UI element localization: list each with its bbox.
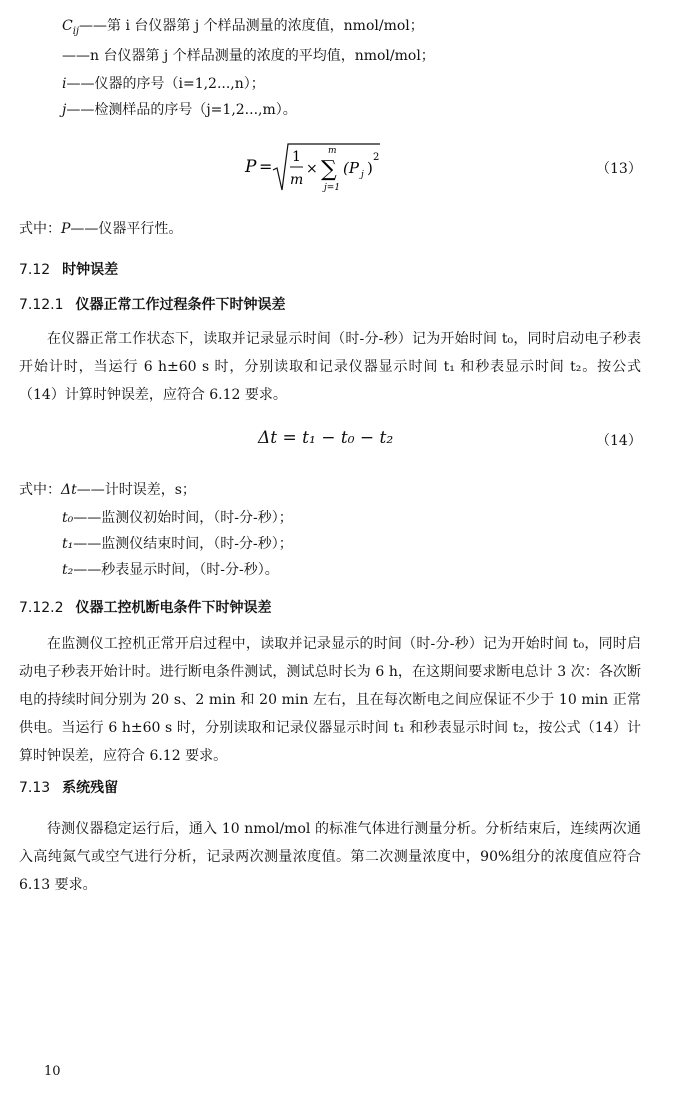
formula-14-text: Δt = t₁ − t₀ − t₂ [258, 428, 394, 448]
term-open: (P [343, 159, 359, 177]
symbol-i: i [62, 76, 67, 92]
formula-equals: = [259, 157, 273, 176]
where-text: ——仪器平行性。 [70, 221, 183, 237]
where-text: ——监测仪结束时间，（时-分-秒）； [73, 536, 293, 552]
paragraph-7-12-1: 在仪器正常工作状态下，读取并记录显示时间（时-分-秒）记为开始时间 t₀，同时启动电子秒表开始计时，当运行 6 h±60 s 时，分别读取和记录仪器显示时间 t₁ 和秒表显示时间 t₂。按公式（14）计算时钟误差，应符合 6.12 要求。 [19, 331, 641, 403]
definition-text: ——n 台仪器第 j 个样品测量的浓度的平均值，nmol/mol； [62, 48, 435, 64]
term-close: ) [367, 159, 373, 177]
definition-j [62, 100, 297, 120]
definition-text: ——第 i 台仪器第 j 个样品测量的浓度值，nmol/mol； [79, 18, 424, 34]
times-sign: × [306, 161, 318, 177]
sum-lower-limit: j=1 [324, 183, 341, 193]
section-title: 仪器正常工作过程条件下时钟误差 [75, 297, 286, 313]
definition-cij [62, 16, 424, 42]
page-number: 10 [44, 1064, 61, 1079]
definition-text: ——检测样品的序号（j=1,2...,m）。 [66, 102, 297, 118]
section-title: 仪器工控机断电条件下时钟误差 [75, 600, 272, 616]
where-list-item-2 [62, 508, 293, 528]
symbol-t0: t₀ [62, 510, 74, 526]
section-heading-7-13 [19, 778, 118, 798]
formula-13 [240, 140, 440, 200]
sum-sign: ∑ [321, 157, 337, 182]
where-text: ——计时误差，s； [76, 482, 196, 498]
symbol-delta-t: Δt [61, 482, 77, 498]
section-number: 7.13 [19, 780, 51, 796]
where-list-item-4 [62, 560, 279, 580]
section-heading-7-12-1 [19, 295, 286, 315]
definition-i [62, 74, 265, 94]
where-text: ——秒表显示时间，（时-分-秒）。 [73, 562, 279, 578]
where-list-item-3 [62, 534, 293, 554]
where-p [19, 219, 182, 239]
definition-mean [62, 46, 435, 66]
sum-upper-limit: m [328, 146, 337, 156]
section-title: 系统残留 [62, 780, 119, 796]
fraction-denominator: m [290, 172, 304, 188]
formula-14 [258, 428, 393, 448]
fraction-numerator: 1 [292, 149, 301, 165]
section-heading-7-12-2 [19, 598, 272, 618]
section-number: 7.12.2 [19, 600, 64, 616]
formula-13-graphic [240, 140, 440, 200]
symbol-t2: t₂ [62, 562, 74, 578]
section-number: 7.12 [19, 262, 51, 278]
formula-lhs: P [245, 157, 257, 177]
symbol-c: C [62, 18, 73, 34]
section-number: 7.12.1 [19, 297, 64, 313]
symbol-j: j [62, 102, 67, 118]
equation-number-14: （14） [596, 433, 642, 449]
equation-number-13: （13） [596, 161, 642, 177]
section-heading-7-12 [19, 260, 118, 280]
symbol-sub-ij: ij [72, 25, 80, 37]
term-subscript: j [361, 170, 364, 180]
where-text: ——监测仪初始时间，（时-分-秒）； [73, 510, 293, 526]
section-title: 时钟误差 [62, 262, 119, 278]
symbol-t1: t₁ [62, 536, 74, 552]
term-power: 2 [373, 152, 380, 163]
where-prefix: 式中： [19, 482, 61, 498]
where-list-item-1 [19, 480, 196, 500]
where-prefix: 式中： [19, 221, 61, 237]
paragraph-7-13: 待测仪器稳定运行后，通入 10 nmol/mol 的标准气体进行测量分析。分析结束后，连续两次通入高纯氮气或空气进行分析，记录两次测量浓度值。第二次测量浓度中，90%组分的浓度值应符合 6.13 要求。 [19, 821, 641, 893]
symbol-p: P [61, 221, 71, 237]
definition-text: ——仪器的序号（i=1,2...,n）； [66, 76, 265, 92]
paragraph-7-12-2: 在监测仪工控机正常开启过程中，读取并记录显示的时间（时-分-秒）记为开始时间 t₀，同时启动电子秒表开始计时。进行断电条件测试，测试总时长为 6 h，在这期间要求断电总计 3 次：各次断电的持续时间分别为 20 s、2 min 和 20 min 左右，且在每次断电之间应保证不少于 10 min 正常供电。当运行 6 h±60 s 时，分别读取和记录仪器显示时间 t₁ 和秒表显示时间 t₂，按公式（14）计算时钟误差，应符合 6.12 要求。 [19, 636, 641, 764]
